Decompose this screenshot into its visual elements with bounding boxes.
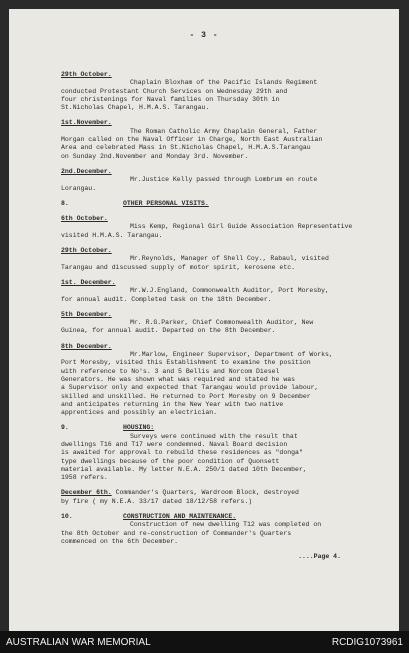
entry-line: Mr. R.G.Parker, Chief Commonwealth Auditor, New <box>130 319 314 327</box>
visit-5-december <box>61 311 389 336</box>
entry-line: commenced on the 6th December. <box>61 537 179 545</box>
entry-line: St.Nicholas Chapel, H.M.A.S. Tarangau. <box>61 104 210 112</box>
entry-line: for annual audit. Completed task on the 18th December. <box>61 295 272 303</box>
entry-line: is awaited for approval to rebuild these residences as "donga" <box>61 449 303 457</box>
section-title: OTHER PERSONAL VISITS. <box>123 199 209 207</box>
entry-1-november <box>61 119 389 160</box>
visit-6-october <box>61 215 389 240</box>
entry-line: Commander's Quarters, Wardroom Block, destroyed <box>115 489 299 497</box>
section-title: CONSTRUCTION AND MAINTENANCE. <box>123 513 237 521</box>
entry-line: Mr.Reynolds, Manager of Shell Coy., Rabaul, visited <box>130 255 329 263</box>
entry-date: 1st. December. <box>61 278 116 286</box>
entry-29-october <box>61 71 389 112</box>
entry-line: by fire ( my N.E.A. 33/17 dated 18/12/58 refers.) <box>61 497 253 505</box>
entry-line: Mr.W.J.England, Commonwealth Auditor, Port Moresby, <box>130 287 329 295</box>
entry-date: December 6th. <box>61 489 112 497</box>
entry-line: 1958 refers. <box>61 474 108 482</box>
entry-line: Construction of new dwelling T12 was completed on <box>130 521 322 529</box>
entry-line: Tarangau and discussed supply of motor spirit, kerosene etc. <box>61 263 296 271</box>
section-9-housing <box>61 424 389 482</box>
entry-line: Lorangau. <box>61 184 97 192</box>
entry-line: dwellings T16 and T17 were condemned. Naval Board decision <box>61 440 288 448</box>
entry-line: Guinea, for annual audit. Departed on the 8th December. <box>61 327 276 335</box>
visit-1-december <box>61 279 389 304</box>
entry-fire <box>61 489 389 506</box>
entry-line: Generators. He was shown what was required and stated he was <box>61 375 296 383</box>
entry-line: Morgan called on the Naval Officer in Charge, North East Australian <box>61 136 323 144</box>
section-8-heading <box>61 200 389 208</box>
entry-date: 8th December. <box>61 342 112 350</box>
archive-footer <box>0 631 409 653</box>
entry-date: 29th October. <box>61 247 112 255</box>
entry-line: the 8th October and re-construction of Commander's Quarters <box>61 529 292 537</box>
entry-date: 2nd.December. <box>61 167 112 175</box>
entry-line: Mr.Justice Kelly passed through Lombrum en route <box>130 176 318 184</box>
entry-line: visited H.M.A.S. Tarangau. <box>61 231 163 239</box>
entry-line: Port Moresby, visited this Establishment to examine the position <box>61 359 311 367</box>
section-title: HOUSING: <box>123 424 155 432</box>
entry-line: on Sunday 2nd.November and Monday 3rd. November. <box>61 152 249 160</box>
entry-line: Surveys were continued with the result that <box>130 432 298 440</box>
section-number: 9. <box>61 424 69 432</box>
continued-note: ....Page 4. <box>298 553 341 561</box>
section-10-construction <box>61 513 389 546</box>
entry-date: 1st.November. <box>61 119 112 127</box>
archive-name: AUSTRALIAN WAR MEMORIAL <box>6 636 151 648</box>
entry-line: skilled and unskilled. He returned to Port Moresby on 9 December <box>61 392 311 400</box>
section-10-heading <box>61 513 389 521</box>
visit-8-december <box>61 343 389 418</box>
page-number: - 3 - <box>189 31 219 40</box>
entry-line: four christenings for Naval families on Thursday 30th in <box>61 95 280 103</box>
entry-date: 6th October. <box>61 215 108 223</box>
section-number: 8. <box>61 199 69 207</box>
section-number: 10. <box>61 513 73 521</box>
archive-record-id: RCDIG1073961 <box>331 636 403 648</box>
entry-line: Mr.Marlow, Engineer Supervisor, Department of Works, <box>130 351 333 359</box>
entry-line: apprentices and possibly an electrician. <box>61 409 218 417</box>
entry-line: The Roman Catholic Army Chaplain General, Father <box>130 127 318 135</box>
entry-2-december <box>61 168 389 193</box>
entry-date: 29th October. <box>61 71 112 78</box>
entry-line: and anticipates returning in the New Year with two native <box>61 400 284 408</box>
entry-line: material available. My letter N.E.A. 250/1 dated 10th December, <box>61 465 307 473</box>
entry-line: Miss Kemp, Regional Girl Guide Association Representative <box>130 223 353 231</box>
entry-line: with reference to No's. 3 and 5 Bellis and Norcom Diesel <box>61 367 280 375</box>
document-body <box>61 71 389 560</box>
entry-line: type dwellings because of the poor condition of Quonsett <box>61 457 280 465</box>
entry-line: conducted Protestant Church Services on Wednesday 29th and <box>61 87 288 95</box>
entry-date: 5th December. <box>61 310 112 318</box>
entry-line: Area and celebrated Mass in St.Nicholas Chapel, H.M.A.S.Tarangau <box>61 144 311 152</box>
visit-29-october <box>61 247 389 272</box>
entry-line: Chaplain Bloxham of the Pacific Islands Regiment <box>130 79 318 87</box>
section-9-heading <box>61 424 389 432</box>
document-page <box>9 9 399 631</box>
entry-line: a Supervisor only and expected that Tarangau would provide labour, <box>61 384 319 392</box>
